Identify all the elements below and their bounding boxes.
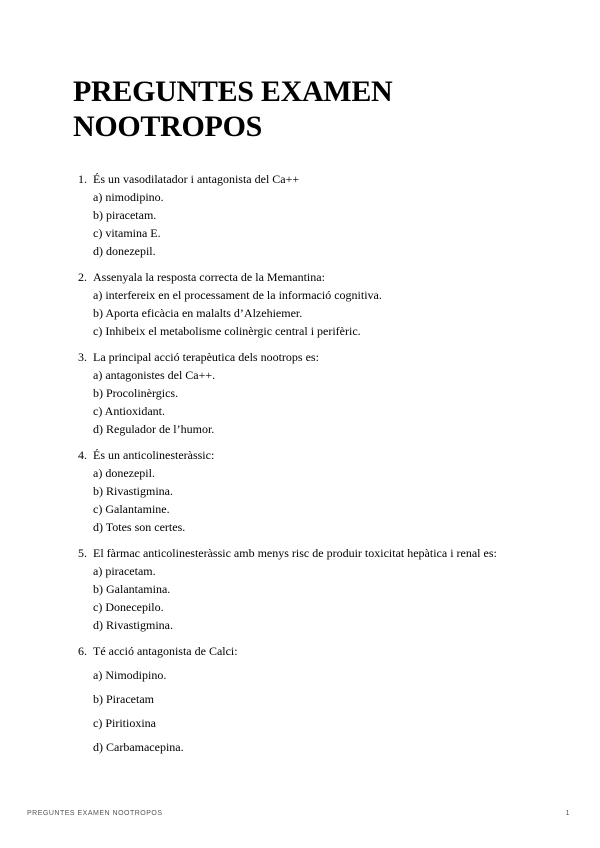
answer-option: d) donezepil. — [93, 244, 156, 258]
answer-option: b) Galantamina. — [93, 582, 171, 596]
answer-option: b) piracetam. — [93, 208, 157, 222]
question-number: 4. — [78, 448, 87, 462]
answer-option: d) Carbamacepina. — [93, 740, 184, 754]
answer-option: c) Galantamine. — [93, 502, 170, 516]
answer-option: c) vitamina E. — [93, 226, 161, 240]
answer-list — [93, 666, 538, 756]
answer-option: b) Aporta eficàcia en malalts d’Alzehiemer. — [93, 306, 303, 320]
answer-option: a) Nimodipino. — [93, 668, 167, 682]
answer-list — [93, 562, 538, 634]
answer-list — [93, 464, 538, 536]
answer-option: a) antagonistes del Ca++. — [93, 368, 216, 382]
question-text: El fàrmac anticolinesteràssic amb menys risc de produir toxicitat hepàtica i renal es: — [93, 546, 497, 560]
answer-list — [93, 286, 538, 340]
question-text: La principal acció terapèutica dels nootrops es: — [93, 350, 319, 364]
question-text: És un vasodilatador i antagonista del Ca++ — [93, 172, 300, 186]
answer-list — [93, 366, 538, 438]
footer-title: PREGUNTES EXAMEN NOOTROPOS — [27, 810, 163, 817]
question-number: 3. — [78, 350, 87, 364]
question-text: Té acció antagonista de Calci: — [93, 644, 238, 658]
answer-option: c) Inhibeix el metabolisme colinèrgic central i perifèric. — [93, 324, 361, 338]
question-1 — [78, 170, 538, 260]
answer-option: b) Procolinèrgics. — [93, 386, 179, 400]
page-title — [73, 74, 392, 144]
answer-list — [93, 188, 538, 260]
question-number: 2. — [78, 270, 87, 284]
answer-option: c) Donecepilo. — [93, 600, 164, 614]
answer-option: b) Rivastigmina. — [93, 484, 173, 498]
answer-option: d) Totes son certes. — [93, 520, 186, 534]
page-title-line-2: NOOTROPOS — [73, 110, 262, 143]
answer-option: c) Antioxidant. — [93, 404, 165, 418]
answer-option: b) Piracetam — [93, 692, 154, 706]
answer-option: a) piracetam. — [93, 564, 156, 578]
page-title-line-1: PREGUNTES EXAMEN — [73, 75, 393, 108]
answer-option: a) interfereix en el processament de la informació cognitiva. — [93, 288, 382, 302]
question-4 — [78, 446, 538, 536]
answer-option: d) Regulador de l’humor. — [93, 422, 215, 436]
answer-option: a) donezepil. — [93, 466, 155, 480]
answer-option: c) Piritioxina — [93, 716, 156, 730]
answer-option: d) Rivastigmina. — [93, 618, 173, 632]
question-2 — [78, 268, 538, 340]
question-number: 1. — [78, 172, 87, 186]
page-number: 1 — [565, 810, 570, 817]
question-text: Assenyala la resposta correcta de la Memantina: — [93, 270, 325, 284]
question-3 — [78, 348, 538, 438]
page-footer — [27, 810, 570, 817]
question-number: 6. — [78, 644, 87, 658]
question-text: És un anticolinesteràssic: — [93, 448, 215, 462]
question-5 — [78, 544, 538, 634]
question-number: 5. — [78, 546, 87, 560]
question-list — [78, 170, 538, 764]
question-6 — [78, 642, 538, 756]
answer-option: a) nimodipino. — [93, 190, 164, 204]
